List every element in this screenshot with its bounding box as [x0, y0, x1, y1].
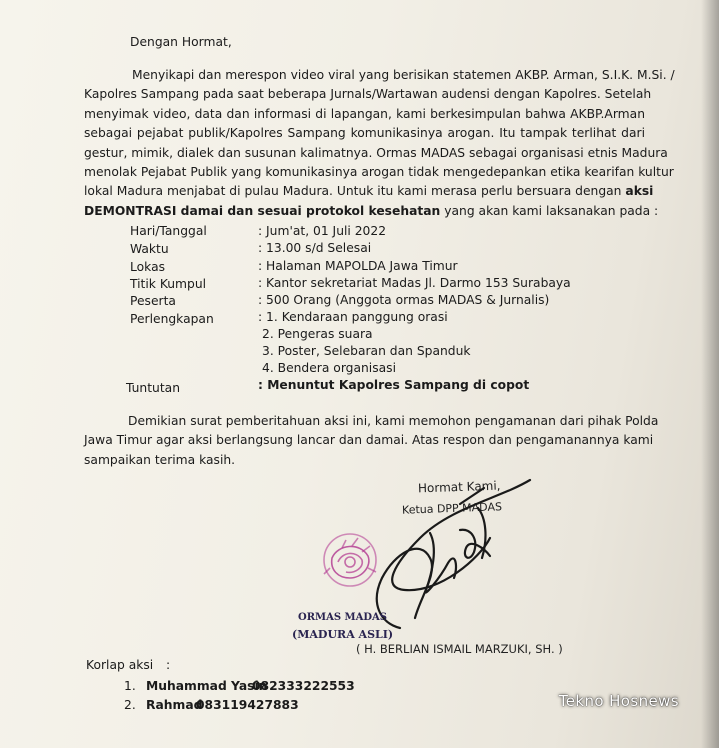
hari-label: Hari/Tanggal	[130, 224, 207, 238]
tuntutan-label: Tuntutan	[126, 381, 180, 395]
closing-line: sampaikan terima kasih.	[84, 452, 236, 467]
peserta-label: Peserta	[130, 294, 176, 308]
korlap-phone: 082333222553	[252, 679, 355, 693]
hormat-kami: Hormat Kami,	[417, 478, 501, 496]
korlap-num: 1.	[124, 679, 136, 693]
korlap-name: Muhammad Yasin	[146, 679, 268, 693]
opening-paragraph	[84, 66, 675, 221]
signature-scribble	[360, 478, 580, 648]
paragraph-line: Menyikapi dan merespon video viral yang berisikan statemen AKBP. Arman, S.I.K. M.Si. /	[132, 68, 675, 82]
titik-value: : Kantor sekretariat Madas Jl. Darmo 153 Surabaya	[258, 276, 571, 290]
paragraph-line: gestur, mimik, dialek dan susunan kalimatnya. Ormas MADAS sebagai organisasi etnis Madura	[84, 145, 668, 160]
peserta-value: : 500 Orang (Anggota ormas MADAS & Jurnalis)	[258, 293, 550, 307]
bold-demonstrasi: DEMONTRASI damai dan sesuai protokol kesehatan	[84, 203, 441, 218]
closing-paragraph	[84, 412, 659, 470]
paragraph-line: lokal Madura menjabat di pulau Madura. Untuk itu kami merasa perlu bersuara dengan aksi	[84, 184, 654, 199]
stamp-org-subname: (MADURA ASLI)	[292, 628, 394, 641]
lokasi-value: : Halaman MAPOLDA Jawa Timur	[258, 259, 458, 273]
waktu-label: Waktu	[130, 242, 169, 256]
stamp-org-name: ORMAS MADAS	[298, 612, 388, 623]
paragraph-line: menolak Pejabat Publik yang komunikasinya arogan tidak mengedepankan etika kearifan kultur	[84, 165, 674, 180]
hari-value: : Jum'at, 01 Juli 2022	[258, 224, 387, 238]
korlap-phone: 083119427883	[196, 698, 299, 712]
perlengkapan-item: 2. Pengeras suara	[262, 327, 373, 341]
perlengkapan-item: 4. Bendera organisasi	[262, 361, 396, 375]
lokasi-label: Lokas	[130, 260, 166, 274]
closing-line: Jawa Timur agar aksi berlangsung lancar dan damai. Atas respon dan pengamanannya kami	[84, 433, 654, 448]
ketua-title: Ketua DPP MADAS	[401, 500, 503, 517]
tuntutan-value: : Menuntut Kapolres Sampang di copot	[258, 378, 530, 392]
page-edge-shadow	[701, 0, 719, 748]
salutation: Dengan Hormat,	[130, 35, 232, 49]
signatory-name: ( H. BERLIAN ISMAIL MARZUKI, SH. )	[356, 642, 563, 656]
perlengkapan-label: Perlengkapan	[130, 312, 214, 326]
korlap-label: Korlap aksi	[86, 658, 154, 672]
paragraph-line: DEMONTRASI damai dan sesuai protokol kesehatan yang akan kami laksanakan pada :	[84, 203, 659, 218]
paragraph-line: menyimak video, data dan informasi di lapangan, kami berkesimpulan bahwa AKBP.Arman	[84, 106, 645, 121]
watermark: Tekno Hosnews	[558, 692, 679, 710]
waktu-value: : 13.00 s/d Selesai	[258, 241, 372, 255]
korlap-colon: :	[166, 658, 171, 672]
titik-label: Titik Kumpul	[130, 277, 207, 291]
paragraph-line: sebagai pejabat publik/Kapolres Sampang komunikasinya arogan. Itu tampak terlihat dari	[84, 126, 645, 141]
closing-line: Demikian surat pemberitahuan aksi ini, kami memohon pengamanan dari pihak Polda	[128, 414, 659, 428]
perlengkapan-item: 3. Poster, Selebaran dan Spanduk	[262, 344, 471, 358]
korlap-num: 2.	[124, 698, 136, 712]
bold-aksi: aksi	[625, 184, 654, 199]
korlap-name: Rahmad	[146, 698, 203, 712]
perlengkapan-item: : 1. Kendaraan panggung orasi	[258, 310, 448, 324]
paragraph-line: Kapolres Sampang pada saat beberapa Jurnals/Wartawan audensi dengan Kapolres. Setelah	[84, 87, 652, 102]
